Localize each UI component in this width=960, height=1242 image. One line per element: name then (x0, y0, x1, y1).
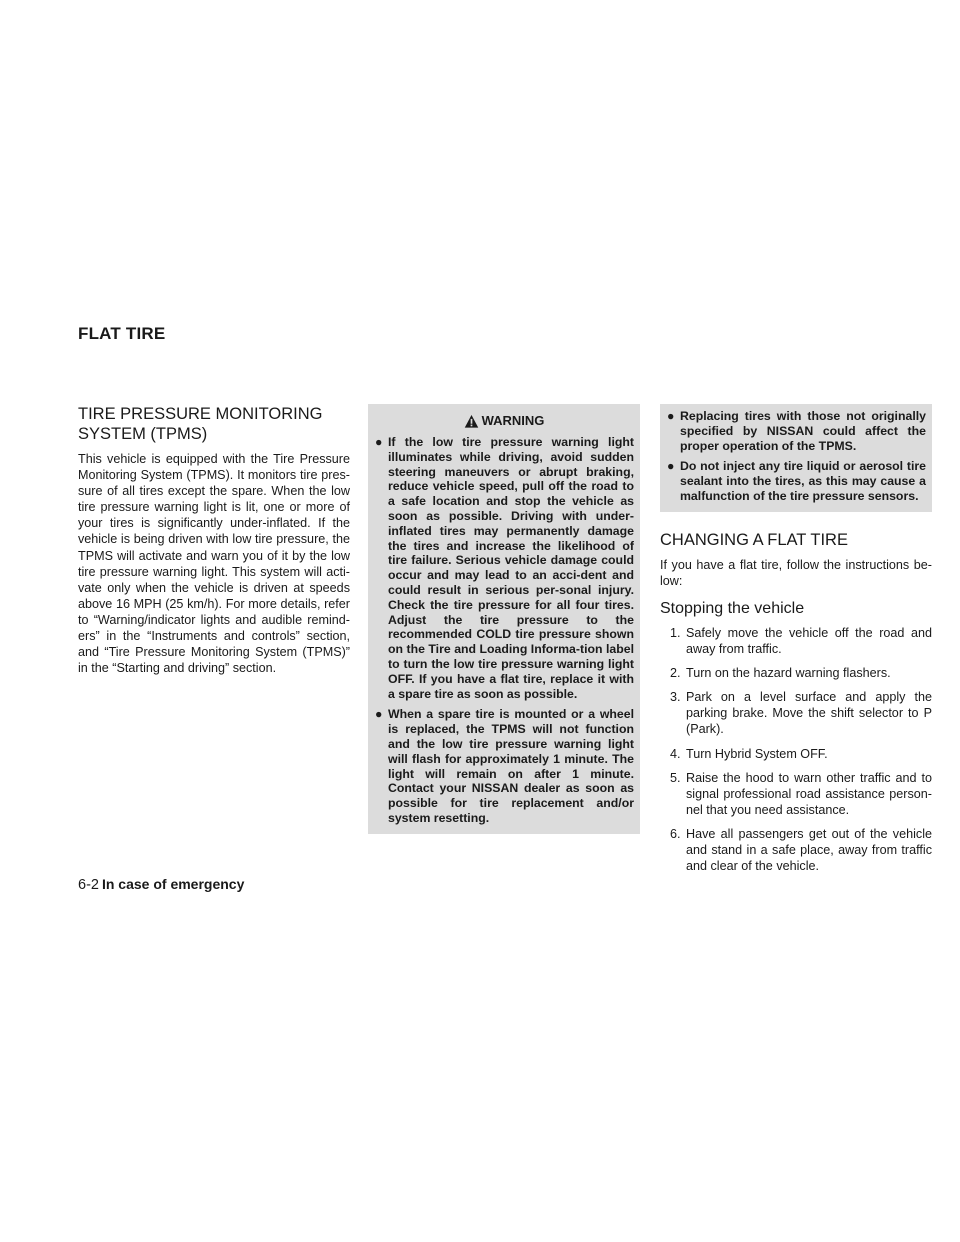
bullet-icon: ● (375, 707, 383, 722)
chapter-name: In case of emergency (101, 876, 245, 892)
step-item (670, 770, 932, 818)
page-footer (78, 876, 244, 893)
warning-list-continued (666, 409, 926, 504)
step-text: Turn Hybrid System OFF. (686, 746, 828, 761)
tpms-heading-line2: SYSTEM (TPMS) (78, 425, 208, 443)
bullet-icon: ● (667, 409, 675, 423)
step-item (670, 665, 932, 681)
stopping-steps (660, 625, 932, 874)
warning-item-text: If the low tire pressure warning light illuminates while driving, avoid sudden steering maneuvers or abrupt braking, reduce vehicle speed, pull off the road to a safe location and stop the vehicle as soon as possible. Driving with under-inflated tires may permanently damage the tires and increase the likelihood of tire failure. Serious vehicle damage could occur and may lead to an acci-dent and could result in serious per-sonal injury. Check the tire pressure for all four tires. Adjust the tire pressure to the recommended COLD tire pressure shown on the Tire and Loading Informa-tion label to turn the low tire pressure warning light OFF. If you have a flat tire, replace it with a spare tire as soon as possible. (388, 435, 634, 701)
warning-label: WARNING (481, 412, 545, 428)
step-number: 1. (670, 625, 681, 640)
step-number: 4. (670, 746, 681, 761)
warning-box (368, 404, 640, 834)
warning-item (374, 707, 634, 825)
step-text: Turn on the hazard warning flashers. (686, 666, 891, 681)
step-text: Safely move the vehicle off the road and away from traffic. (686, 625, 932, 657)
page-number: 6-2 (78, 877, 99, 893)
changing-heading: CHANGING A FLAT TIRE (660, 530, 848, 549)
warning-item (666, 459, 926, 503)
warning-list (374, 435, 634, 826)
step-item (670, 625, 932, 657)
step-text: Raise the hood to warn other traffic and to signal professional road assistance person-nel that you need assistance. (686, 770, 932, 817)
step-number: 2. (670, 666, 681, 681)
warning-item (374, 435, 634, 701)
warning-item (666, 409, 926, 453)
tpms-body: This vehicle is equipped with the Tire Pressure Monitoring System (TPMS). It monitors tire pres-sure of all tires except the spare. When the low tire pressure warning light is lit, one or more of your tires is significantly under-inflated. If the vehicle is being driven with low tire pressure, the TPMS will activate and warn you of it by the low tire pressure warning light. This system will acti-vate only when the vehicle is driven at speeds above 16 MPH (25 km/h). For more details, refer to “Warning/indicator lights and audible remind-ers” in the “Instruments and controls” section, and “Tire Pressure Monitoring System (TPMS)” in the “Starting and driving” section. (78, 452, 350, 676)
step-number: 5. (670, 770, 681, 785)
step-text: Have all passengers get out of the vehicle and stand in a safe place, away from traffic and clear of the vehicle. (686, 826, 932, 874)
step-number: 6. (670, 826, 681, 841)
tpms-heading (78, 404, 350, 444)
warning-triangle-icon (464, 414, 479, 429)
warning-box-continued (660, 404, 932, 512)
column-middle (368, 404, 640, 834)
step-number: 3. (670, 690, 681, 705)
warning-header (374, 411, 634, 431)
step-item (670, 689, 932, 737)
step-item (670, 746, 932, 762)
column-right (660, 404, 932, 882)
step-text: Park on a level surface and apply the parking brake. Move the shift selector to P (Park). (686, 690, 932, 737)
stopping-subheading: Stopping the vehicle (660, 599, 805, 617)
warning-item-text: Replacing tires with those not originally specified by NISSAN could affect the proper operation of the TPMS. (680, 409, 926, 453)
tpms-heading-line1: TIRE PRESSURE MONITORING (78, 405, 323, 423)
column-left (78, 404, 350, 676)
bullet-icon: ● (667, 459, 675, 474)
step-item (670, 826, 932, 874)
warning-item-text: Do not inject any tire liquid or aerosol tire sealant into the tires, as this may cause a malfunction of the tire pressure sensors. (680, 459, 926, 503)
changing-intro: If you have a flat tire, follow the instructions be-low: (660, 557, 932, 588)
bullet-icon: ● (375, 435, 383, 449)
warning-item-text: When a spare tire is mounted or a wheel is replaced, the TPMS will not function and the low tire pressure warning light will flash for approximately 1 minute. The light will remain on after 1 minute. Contact your NISSAN dealer as soon as possible for tire replacement and/or system resetting. (388, 707, 634, 825)
section-title: FLAT TIRE (78, 324, 166, 343)
